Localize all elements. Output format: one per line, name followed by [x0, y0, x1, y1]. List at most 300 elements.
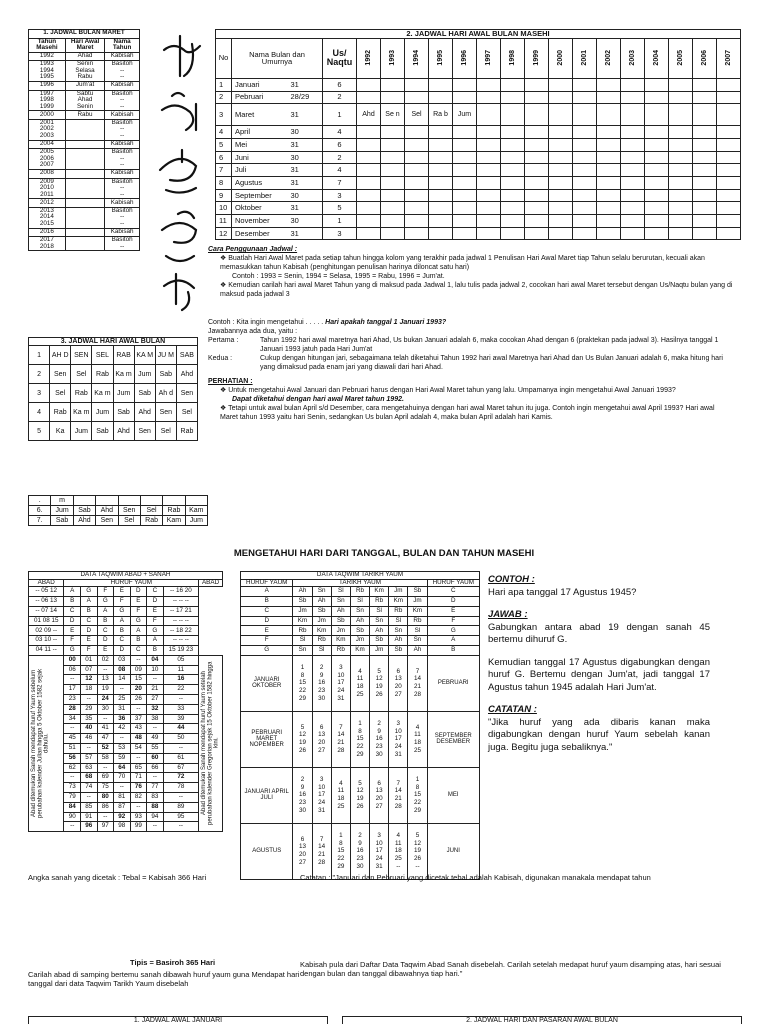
- table-jadwal-hari-awal-bulan: [28, 337, 198, 441]
- table-cell: A: [147, 636, 164, 646]
- table-cell: [693, 104, 717, 126]
- table-cell: Sel: [118, 516, 140, 526]
- table-cell: [405, 164, 429, 177]
- table-cell: 44: [163, 724, 198, 734]
- table-cell: PEBRUARI MARET NOPEMBER: [241, 711, 293, 767]
- table-cell: --: [64, 822, 81, 832]
- table-cell: Sn: [389, 626, 408, 636]
- table-cell: [185, 496, 207, 506]
- table-cell: [357, 78, 381, 91]
- table-cell: [357, 126, 381, 139]
- table-cell: 68: [80, 773, 97, 783]
- table-cell: Basitoh -- --: [105, 149, 140, 170]
- table-cell: [717, 189, 741, 202]
- table-cell: Jum'at: [65, 82, 104, 91]
- table-row: [29, 384, 198, 403]
- table-cell: [573, 202, 597, 215]
- table-row: [216, 164, 741, 177]
- table-cell: 38: [147, 714, 164, 724]
- calligraphy-decoration: [152, 30, 207, 320]
- table-cell: C: [80, 616, 97, 626]
- table-cell: [645, 177, 669, 190]
- table-cell: 4: [323, 126, 357, 139]
- table-cell: [693, 138, 717, 151]
- table-cell: [65, 199, 104, 208]
- table-cell: 90: [64, 812, 81, 822]
- table-cell: Km: [293, 616, 312, 626]
- table-cell: [645, 138, 669, 151]
- table-cell: 6 13 20 27: [312, 711, 331, 767]
- table-cell: Sel: [405, 104, 429, 126]
- table-cell: 1 8 15 22 29: [331, 823, 350, 879]
- table-cell: [621, 78, 645, 91]
- table-cell: [65, 178, 104, 199]
- table-cell: [669, 227, 693, 240]
- table-cell: 7: [323, 177, 357, 190]
- table-cell: Sen: [134, 422, 155, 441]
- table-cell: [549, 177, 573, 190]
- footnote-angka: Angka sanah yang dicetak : Tebal = Kabisah 366 Hari: [28, 873, 207, 882]
- table-cell: 3 10 17 24 31: [331, 655, 350, 711]
- table-cell: --: [97, 763, 114, 773]
- table-cell: 89: [163, 802, 198, 812]
- table-cell: Sl: [408, 626, 427, 636]
- table-cell: 6: [323, 78, 357, 91]
- julian-note: [29, 655, 64, 831]
- year-label: 2005: [676, 49, 684, 66]
- table-cell: 63: [80, 763, 97, 773]
- table-cell: B: [130, 636, 147, 646]
- table-cell: 2000: [29, 111, 66, 120]
- table-row: [29, 597, 223, 607]
- col-header-us: Us/ Naqtu: [323, 38, 357, 78]
- table-cell: Kam: [163, 516, 185, 526]
- table-cell: [645, 91, 669, 104]
- table-cell: 23: [64, 694, 81, 704]
- table-cell: D: [97, 636, 114, 646]
- table-cell: Rab: [71, 384, 92, 403]
- usage-example: Contoh : 1993 = Senin, 1994 = Selasa, 1995 = Rabu, 1996 = Jum'at.: [232, 273, 445, 281]
- contoh-text: Hari apa tanggal 17 Agustus 1945?: [488, 586, 637, 598]
- table-cell: [717, 202, 741, 215]
- table-cell: 41: [97, 724, 114, 734]
- table-cell: 03: [114, 655, 131, 665]
- table-cell: B: [241, 597, 293, 607]
- col-header: Nama Tahun: [105, 38, 140, 52]
- table-cell: [477, 164, 501, 177]
- table-cell: Sb: [408, 587, 427, 597]
- table-cell: 02: [97, 655, 114, 665]
- table-cell: PEBRUARI: [427, 655, 479, 711]
- table-cell: 10: [147, 665, 164, 675]
- table-row: [241, 655, 480, 711]
- table-cell: 04 11 --: [29, 646, 64, 656]
- table-cell: 29: [80, 704, 97, 714]
- table-cell: [717, 151, 741, 164]
- table-cell: Sn: [350, 606, 369, 616]
- table-cell: [621, 227, 645, 240]
- table-cell: 12: [216, 227, 232, 240]
- table-cell: [405, 78, 429, 91]
- table-cell: 82: [130, 792, 147, 802]
- table-cell: [525, 189, 549, 202]
- table-cell: Sab: [155, 365, 176, 384]
- table-cell: 4 11 18 25: [350, 655, 369, 711]
- table-cell: Km: [389, 597, 408, 607]
- table-cell: [381, 177, 405, 190]
- table-cell: Sb: [331, 616, 350, 626]
- table-cell: 3: [216, 104, 232, 126]
- table-cell: --: [163, 694, 198, 704]
- table-cell: 31: [288, 78, 323, 91]
- table-cell: E: [80, 636, 97, 646]
- table-cell: [429, 227, 453, 240]
- table-cell: 2009 2010 2011: [29, 178, 66, 199]
- table-cell: [381, 215, 405, 228]
- table-cell: Sl: [389, 616, 408, 626]
- table-cell: [65, 149, 104, 170]
- table-cell: Jm: [312, 616, 331, 626]
- table-cell: C: [97, 626, 114, 636]
- table-cell: [597, 91, 621, 104]
- table-cell: 56: [64, 753, 81, 763]
- table-cell: 60: [147, 753, 164, 763]
- table-cell: 1 8 15 22 29: [408, 767, 427, 823]
- table-cell: [549, 138, 573, 151]
- table-cell: 04: [147, 655, 164, 665]
- table-cell: 09: [130, 665, 147, 675]
- col-header-huruf-yaum: HURUF YAUM: [241, 579, 293, 587]
- table-cell: 74: [80, 783, 97, 793]
- table-row: [29, 346, 198, 365]
- table-cell: [501, 215, 525, 228]
- table-cell: 2017 2018: [29, 237, 66, 251]
- col-header-year: [525, 38, 549, 78]
- table-cell: B: [97, 616, 114, 626]
- table-cell: 57: [80, 753, 97, 763]
- table-cell: [669, 164, 693, 177]
- table-cell: G: [64, 646, 81, 656]
- table-cell: [645, 202, 669, 215]
- table-cell: 70: [114, 773, 131, 783]
- table-cell: [381, 227, 405, 240]
- table-cell: --: [163, 792, 198, 802]
- table-cell: 53: [114, 743, 131, 753]
- table-cell: [65, 228, 104, 237]
- table-cell: 66: [147, 763, 164, 773]
- table-cell: 80: [97, 792, 114, 802]
- table-cell: Sab: [73, 506, 95, 516]
- table-cell: [429, 91, 453, 104]
- table-cell: Rb: [370, 597, 389, 607]
- table-cell: [717, 138, 741, 151]
- table-cell: [549, 227, 573, 240]
- table-row: [216, 227, 741, 240]
- table-cell: Basitoh --: [105, 237, 140, 251]
- table-cell: 31: [288, 138, 323, 151]
- table-cell: 47: [97, 734, 114, 744]
- table-cell: 1: [323, 104, 357, 126]
- table-cell: Jm: [331, 626, 350, 636]
- col-header-huruf-yaum: HURUF YAUM: [64, 579, 199, 587]
- table-cell: [717, 227, 741, 240]
- table-cell: Rabu: [65, 111, 104, 120]
- table-cell: B: [64, 597, 81, 607]
- table-cell: -- 07 14: [29, 606, 64, 616]
- table-cell: [381, 202, 405, 215]
- table-cell: 7 14 21 28: [408, 655, 427, 711]
- table-cell: 31: [288, 104, 323, 126]
- usage-bullet-2: ❖ Kemudian carilah hari awal Maret Tahun yang di maksud pada Jadwal 1, lalu tulis pada jadwal 2, cocokan hari awal Maret tersebut dengan Us/Naqtu bulan yang di maksud pada jadwal 3: [220, 282, 733, 299]
- table-cell: [357, 151, 381, 164]
- table-cell: A: [130, 626, 147, 636]
- table-cell: 17: [64, 685, 81, 695]
- year-label: 2003: [628, 49, 636, 66]
- table-cell: 7: [216, 164, 232, 177]
- table-cell: 1997 1998 1999: [29, 90, 66, 111]
- bottom-table-2-title: 2. JADWAL HARI DAN PASARAN AWAL BULAN: [342, 1016, 742, 1024]
- table-cell: 30: [288, 126, 323, 139]
- table-cell: [573, 227, 597, 240]
- table-row: [241, 646, 480, 656]
- table-cell: 21: [147, 685, 164, 695]
- table-cell: 19: [97, 685, 114, 695]
- table-row: [216, 215, 741, 228]
- table-cell: 78: [163, 783, 198, 793]
- table-cell: [357, 202, 381, 215]
- table-cell: 59: [114, 753, 131, 763]
- table-row: [29, 237, 140, 251]
- table-cell: A: [427, 636, 479, 646]
- table-cell: [357, 177, 381, 190]
- table-cell: 83: [147, 792, 164, 802]
- table-cell: [357, 138, 381, 151]
- table-cell: 18: [80, 685, 97, 695]
- table-cell: [645, 104, 669, 126]
- table-cell: 3 10 17 24 31: [312, 767, 331, 823]
- catatan-text: "Jika huruf yang ada dibaris kanan maka digabungkan dengan huruf Yaum sebelah kanan juga. Begitu juga sebaliknya.": [488, 716, 710, 753]
- table-cell: [549, 189, 573, 202]
- table-cell: [453, 78, 477, 91]
- table-cell: 5 12 19 26: [293, 711, 312, 767]
- table-cell: Kam: [185, 506, 207, 516]
- table-cell: G: [241, 646, 293, 656]
- table-cell: G: [80, 587, 97, 597]
- warning-1b: Dapat diketahui dengan hari awal Maret tahun 1992.: [232, 395, 404, 403]
- table-cell: Sb: [293, 597, 312, 607]
- table-cell: 05: [163, 655, 198, 665]
- col-header-year: [693, 38, 717, 78]
- table-cell: 71: [130, 773, 147, 783]
- usage-notes: [208, 245, 733, 300]
- table-cell: [501, 164, 525, 177]
- table-cell: 1996: [29, 82, 66, 91]
- table-cell: [549, 78, 573, 91]
- warning-heading: PERHATIAN :: [208, 377, 253, 385]
- table-cell: Ka: [50, 422, 71, 441]
- table-jadwal-hari-awal-bulan-continued: [28, 495, 208, 526]
- table-cell: E: [147, 606, 164, 616]
- table-cell: [693, 189, 717, 202]
- table-cell: [96, 496, 118, 506]
- col-header-year: [573, 38, 597, 78]
- table-row: [29, 119, 140, 140]
- table-cell: AH D: [50, 346, 71, 365]
- table-cell: Se n: [381, 104, 405, 126]
- table-row: [216, 189, 741, 202]
- table-cell: JU M: [155, 346, 176, 365]
- table-cell: G: [427, 626, 479, 636]
- table-cell: [645, 151, 669, 164]
- table-cell: Sen: [155, 403, 176, 422]
- table-cell: [405, 91, 429, 104]
- table-cell: 91: [80, 812, 97, 822]
- table-cell: F: [241, 636, 293, 646]
- year-label: 2004: [652, 49, 660, 66]
- table-row: [216, 177, 741, 190]
- table-cell: [477, 177, 501, 190]
- table-cell: --: [147, 724, 164, 734]
- gregorian-note: [199, 655, 223, 831]
- table-cell: -- -- --: [163, 597, 198, 607]
- table-cell: Ahd: [134, 403, 155, 422]
- table-cell: [669, 202, 693, 215]
- table-cell: Basitoh -- --: [105, 178, 140, 199]
- table-cell: Ka m: [71, 403, 92, 422]
- table-cell: 34: [64, 714, 81, 724]
- table-cell: Desember: [232, 227, 288, 240]
- table-cell: [477, 227, 501, 240]
- table-cell: 2008: [29, 170, 66, 179]
- table-cell: Januari: [232, 78, 288, 91]
- col-header-year: [405, 38, 429, 78]
- table-row: [29, 90, 140, 111]
- year-label: 1999: [532, 49, 540, 66]
- table-cell: A: [64, 587, 81, 597]
- table-cell: [573, 126, 597, 139]
- table-cell: Ahd: [357, 104, 381, 126]
- table-cell: November: [232, 215, 288, 228]
- table-cell: 3: [29, 384, 50, 403]
- table-cell: 20: [130, 685, 147, 695]
- table-cell: [429, 189, 453, 202]
- table-title: 1. JADWAL BULAN MARET: [29, 30, 140, 39]
- col-header-abad: ABAD: [29, 579, 64, 587]
- table-cell: E: [64, 626, 81, 636]
- table-cell: Kabisah: [105, 52, 140, 61]
- bottom-table-1-title: 1. JADWAL AWAL JANUARI: [28, 1016, 328, 1024]
- table-cell: JANUARI APRIL JULI: [241, 767, 293, 823]
- table-cell: [381, 189, 405, 202]
- table-cell: [597, 104, 621, 126]
- table-cell: E: [427, 606, 479, 616]
- col-header-year: [549, 38, 573, 78]
- table-cell: [477, 202, 501, 215]
- table-cell: [501, 189, 525, 202]
- table-cell: [453, 189, 477, 202]
- table-cell: F: [130, 606, 147, 616]
- table-cell: [573, 104, 597, 126]
- table-cell: D: [80, 626, 97, 636]
- table-cell: Jum: [71, 422, 92, 441]
- table-cell: 6.: [29, 506, 51, 516]
- table-cell: Sn: [408, 636, 427, 646]
- table-cell: [525, 138, 549, 151]
- table-row: [29, 170, 140, 179]
- table-row: [241, 626, 480, 636]
- table-cell: 99: [130, 822, 147, 832]
- table-cell: [573, 78, 597, 91]
- table-cell: 98: [114, 822, 131, 832]
- col-header-no: No: [216, 38, 232, 78]
- table-cell: [573, 138, 597, 151]
- table-cell: [381, 126, 405, 139]
- table-cell: [693, 215, 717, 228]
- table-cell: [405, 227, 429, 240]
- table-row: [29, 149, 140, 170]
- table-cell: 1: [216, 78, 232, 91]
- table-cell: 69: [97, 773, 114, 783]
- table-cell: --: [97, 665, 114, 675]
- year-label: 2002: [604, 49, 612, 66]
- example-question: Contoh : Kita ingin mengetahui . . . . . Hari apakah tanggal 1 Januari 1993?: [208, 319, 447, 326]
- table-cell: RAB: [113, 346, 134, 365]
- table-cell: --: [114, 734, 131, 744]
- table-cell: [525, 78, 549, 91]
- table-cell: 85: [80, 802, 97, 812]
- table-cell: Sel: [155, 422, 176, 441]
- table-cell: Rb: [350, 587, 369, 597]
- table-cell: [669, 126, 693, 139]
- table-cell: .: [29, 496, 51, 506]
- table-cell: [381, 138, 405, 151]
- footnote-carilah: Carilah abad di samping bertemu sanah dibawah huruf yaum guna Mendapat hari tanggal dari data Taqwim Tarikh Yaum disebelah: [28, 970, 300, 988]
- table-cell: Rab: [163, 506, 185, 516]
- table-cell: [645, 215, 669, 228]
- table-cell: [140, 496, 162, 506]
- table-cell: 30: [288, 215, 323, 228]
- table-cell: [501, 202, 525, 215]
- table-cell: [549, 151, 573, 164]
- table-cell: 6 13 20 27: [389, 655, 408, 711]
- table-cell: 08: [114, 665, 131, 675]
- table-cell: 14: [114, 675, 131, 685]
- table-cell: [453, 215, 477, 228]
- table-cell: [717, 104, 741, 126]
- table-cell: [597, 151, 621, 164]
- table-cell: --: [64, 773, 81, 783]
- table-cell: 43: [130, 724, 147, 734]
- table-cell: Kabisah: [105, 199, 140, 208]
- table-cell: [453, 126, 477, 139]
- footnote-catatan: Catatan : "Januari dan Pebruari yang dicetak tebal adalah Kabisah, digunakan manakala mendapat tahun: [300, 873, 651, 882]
- table-cell: 51: [64, 743, 81, 753]
- table-cell: Rb: [331, 646, 350, 656]
- table-row: [29, 606, 223, 616]
- table-row: [29, 506, 208, 516]
- table-cell: 3: [323, 227, 357, 240]
- table-cell: 12: [80, 675, 97, 685]
- table-cell: [597, 138, 621, 151]
- table-cell: [693, 202, 717, 215]
- table-cell: 72: [163, 773, 198, 783]
- table-cell: [501, 91, 525, 104]
- gregorian-note-text: Abad ditemukan Sanah mendapat huruf Yaum setelah perubahan kalender Gregorian sejak 15 Oktober 1582 hingga kini.: [201, 661, 220, 826]
- table-cell: 1993 1994 1995: [29, 61, 66, 82]
- table-cell: [693, 164, 717, 177]
- table-cell: Sel: [50, 384, 71, 403]
- table-cell: 31: [288, 177, 323, 190]
